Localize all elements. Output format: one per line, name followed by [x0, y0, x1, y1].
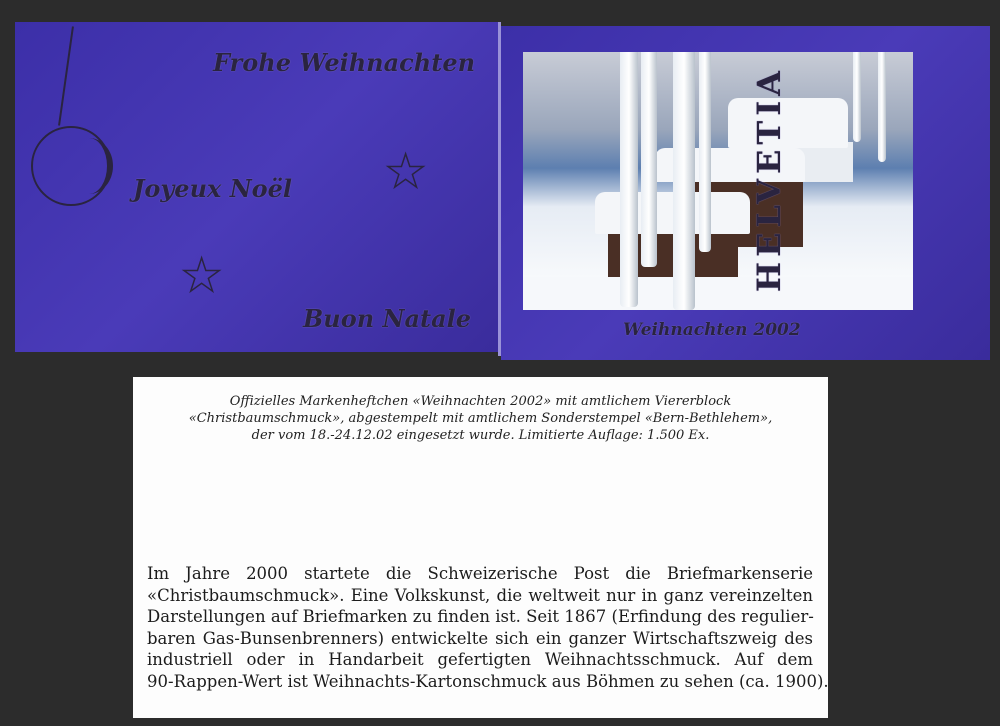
- booklet-front-panel: [15, 22, 498, 352]
- greeting-italian: Buon Natale: [303, 304, 472, 333]
- intro-line: «Christbaumschmuck», abgestempelt mit amtlichem Sonderstempel «Bern-Bethlehem»,: [188, 411, 773, 426]
- body-line: «Christbaumschmuck». Eine Volkskunst, die weltweit nur in ganz vereinzelten: [147, 585, 813, 605]
- greeting-german: Frohe Weihnachten: [213, 48, 476, 77]
- star-icon: ★: [385, 144, 427, 198]
- greeting-french: Joyeux Noël: [133, 174, 293, 203]
- intro-line: Offizielles Markenheftchen «Weihnachten 2002» mit amtlichem Viererblock: [229, 394, 732, 409]
- body-line: industriell oder in Handarbeit gefertigten Weihnachtsschmuck. Auf dem: [147, 650, 813, 669]
- booklet-caption: Weihnachten 2002: [623, 320, 801, 340]
- booklet-stamp-panel: [501, 26, 990, 360]
- body-text: [147, 563, 829, 692]
- info-card: [133, 377, 828, 718]
- body-line: 90-Rappen-Wert ist Weihnachts-Kartonschmuck aus Böhmen zu sehen (ca. 1900).: [147, 671, 829, 691]
- body-line: Darstellungen auf Briefmarken zu finden ist. Seit 1867 (Erfindung des regulier-: [147, 607, 814, 626]
- body-line: baren Gas-Bunsenbrenners) entwickelte sich ein ganzer Wirtschaftszweig des: [147, 628, 813, 648]
- snowy-chapel-photo: [523, 52, 913, 310]
- intro-text: [133, 393, 828, 444]
- country-name: HELVETIA: [749, 66, 788, 293]
- body-line: Im Jahre 2000 startete die Schweizerische Post die Briefmarkenserie: [147, 564, 813, 583]
- intro-line: der vom 18.-24.12.02 eingesetzt wurde. Limitierte Auflage: 1.500 Ex.: [251, 428, 710, 443]
- stamp-booklet: [15, 18, 990, 360]
- star-icon: ★: [181, 248, 223, 302]
- signature-ornament: [58, 26, 74, 125]
- moon-crescent-icon: [65, 138, 113, 194]
